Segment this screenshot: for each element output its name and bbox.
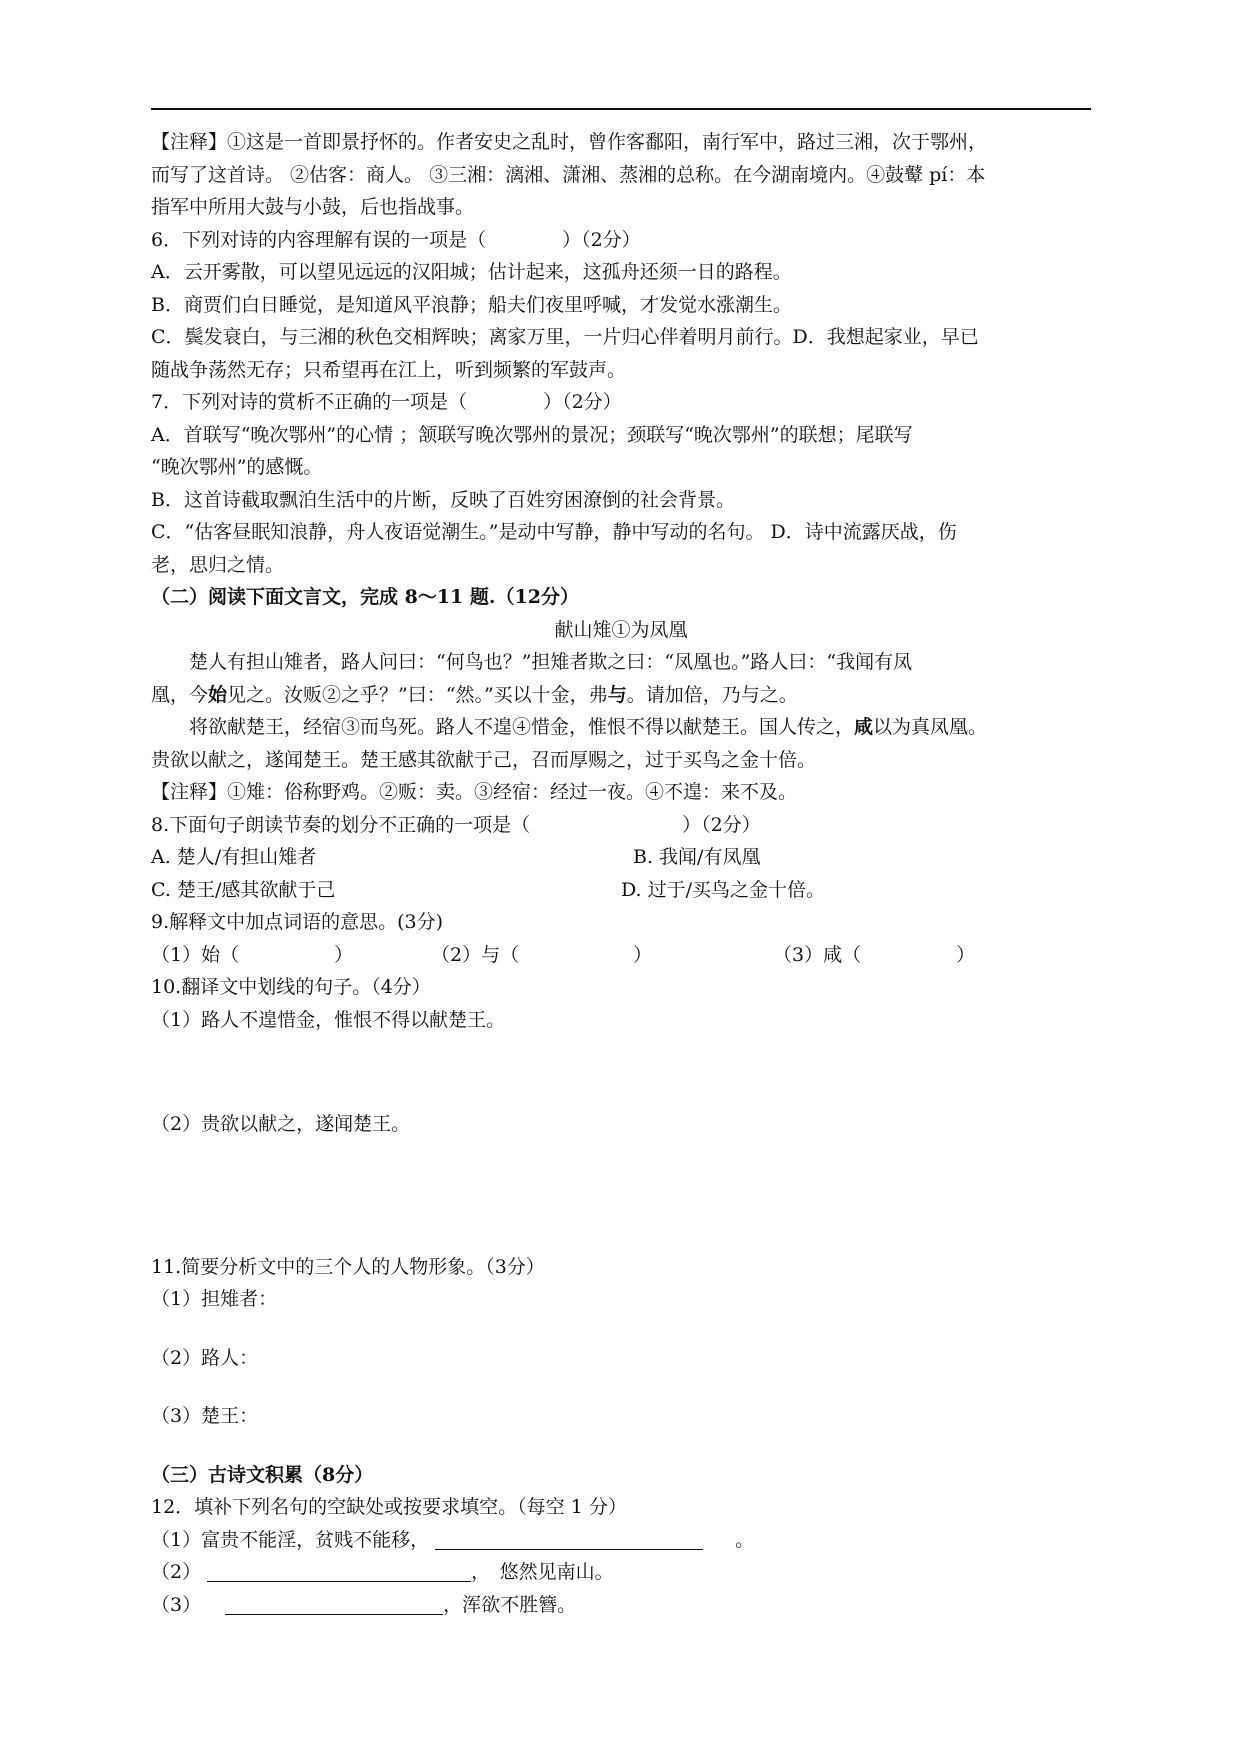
section-heading: （三）古诗文积累（8分） <box>151 1463 374 1486</box>
fill-suffix: 。 <box>735 1528 755 1551</box>
character-item-3: （3）楚王： <box>151 1405 259 1427</box>
answer-space[interactable] <box>151 1213 1091 1251</box>
option-d-continued: 老，思归之情。 <box>151 553 285 576</box>
fill-blank[interactable] <box>435 1527 703 1550</box>
passage-line <box>151 711 1091 744</box>
dotted-word-yu: 与 <box>607 683 627 706</box>
passage-text: 见之。汝贩②之乎？”曰：“然。”买以十金，弗 <box>227 683 608 706</box>
passage-text: 将欲献楚王，经宿③而鸟死。路人不遑④惜金，惟恨不得以献楚王。国人传之， <box>189 716 855 738</box>
option-c: C. 楚王/感其欲献于己 <box>151 878 336 901</box>
translate-item-1: （1）路人不遑惜金，惟恨不得以献楚王。 <box>151 1008 506 1031</box>
option-a-continued: “晚次鄂州”的感慨。 <box>151 456 323 478</box>
options-row <box>151 841 1091 874</box>
answer-space[interactable] <box>151 1374 1091 1400</box>
passage-line: 贵欲以献之，遂闻楚王。楚王感其欲献于己，召而厚赐之，过于买鸟之金十倍。 <box>151 748 817 771</box>
fill-blank[interactable] <box>225 1592 443 1615</box>
option-d-continued: 随战争荡然无存；只希望再在江上，听到频繁的军鼓声。 <box>151 358 627 381</box>
passage-note: 【注释】①雉：俗称野鸡。②贩：卖。③经宿：经过一夜。④不遑：来不及。 <box>151 781 798 803</box>
fill-prefix: （2） <box>151 1561 202 1583</box>
annotation-line: 而写了这首诗。 ②估客：商人。 ③三湘：漓湘、潇湘、蒸湘的总称。在今湖南境内。④鼓鼙 pí：本 <box>151 163 986 186</box>
option-a: A．云开雾散，可以望见远远的汉阳城；估计起来，这孤舟还须一日的路程。 <box>151 261 792 283</box>
question-7 <box>151 386 1091 581</box>
question-9 <box>151 906 1091 971</box>
section-heading: （二）阅读下面文言文，完成 8～11 题.（12分） <box>151 586 579 608</box>
passage-line <box>151 679 1091 712</box>
option-c-d: C．鬓发衰白，与三湘的秋色交相辉映；离家万里，一片归心伴着明月前行。D．我想起家业，早已 <box>151 326 979 348</box>
options-row <box>151 874 1091 907</box>
fill-item-2 <box>151 1556 1091 1589</box>
answer-space[interactable] <box>151 1141 1091 1213</box>
option-a: A. 楚人/有担山雉者 <box>151 846 317 868</box>
section-3 <box>151 1459 1091 1622</box>
passage-title: 献山雉①为凤凰 <box>554 618 688 641</box>
option-d: D. 过于/买鸟之金十倍。 <box>621 878 826 901</box>
annotation-line: 【注释】①这是一首即景抒怀的。作者安史之乱时，曾作客鄱阳，南行军中，路过三湘，次于鄂州， <box>151 131 988 153</box>
option-b: B．商贾们白日睡觉，是知道风平浪静；船夫们夜里呼喊，才发觉水涨潮生。 <box>151 293 792 316</box>
question-stem: 9.解释文中加点词语的意思。(3分) <box>151 911 444 933</box>
answer-item-2: （2）与（ ） <box>431 943 653 966</box>
fill-suffix: ， 悠然见南山。 <box>471 1561 614 1583</box>
section-2 <box>151 581 1091 809</box>
fill-prefix: （1）富贵不能淫，贫贱不能移， <box>151 1528 430 1551</box>
question-11 <box>151 1251 1091 1459</box>
fill-suffix: ，浑欲不胜簪。 <box>443 1593 577 1616</box>
question-8 <box>151 809 1091 907</box>
header-rule <box>151 108 1091 110</box>
answer-row <box>151 939 1091 972</box>
option-c-d: C．“估客昼眠知浪静，舟人夜语觉潮生。”是动中写静，静中写动的名句。 D．诗中流露厌战，伤 <box>151 521 957 543</box>
option-b: B．这首诗截取飘泊生活中的片断，反映了百姓穷困潦倒的社会背景。 <box>151 488 735 511</box>
question-10 <box>151 971 1091 1251</box>
passage-text: 以为真凤凰。 <box>873 716 988 738</box>
annotation-line: 指军中所用大鼓与小鼓，后也指战事。 <box>151 196 475 218</box>
question-stem: 10.翻译文中划线的句子。（4分） <box>151 976 431 998</box>
fill-item-1 <box>151 1524 1091 1557</box>
question-stem: 7．下列对诗的赏析不正确的一项是（ ）（2分） <box>151 391 622 413</box>
translate-item-2: （2）贵欲以献之，遂闻楚王。 <box>151 1113 411 1135</box>
passage-text: 凰，今 <box>151 683 209 706</box>
answer-item-3: （3）咸（ ） <box>773 943 976 966</box>
answer-item-1: （1）始（ ） <box>151 943 354 966</box>
option-b: B. 我闻/有凤凰 <box>633 846 761 868</box>
fill-prefix: （3） <box>151 1593 202 1616</box>
character-item-1: （1）担雉者： <box>151 1288 278 1310</box>
fill-item-3 <box>151 1589 1091 1622</box>
question-6 <box>151 224 1091 387</box>
answer-space[interactable] <box>151 1036 1091 1108</box>
question-stem: 8.下面句子朗读节奏的划分不正确的一项是（ ）（2分） <box>151 813 761 836</box>
question-stem: 6．下列对诗的内容理解有误的一项是（ ）（2分） <box>151 228 641 251</box>
poem-annotation <box>151 126 1091 224</box>
passage-line: 楚人有担山雉者，路人问曰：“何鸟也？”担雉者欺之曰：“凤凰也。”路人曰：“我闻有凤 <box>189 651 913 673</box>
option-a: A．首联写“晚次鄂州”的心情 ；颔联写晚次鄂州的景况；颈联写“晚次鄂州”的联想；尾联写 <box>151 423 913 446</box>
passage-text: 。请加倍，乃与之。 <box>626 683 798 706</box>
question-stem: 11.简要分析文中的三个人的人物形象。（3分） <box>151 1255 545 1278</box>
answer-space[interactable] <box>151 1433 1091 1459</box>
answer-space[interactable] <box>151 1316 1091 1342</box>
dotted-word-xian: 咸 <box>854 716 874 738</box>
dotted-word-shi: 始 <box>208 683 228 706</box>
exam-page <box>151 108 1091 1621</box>
character-item-2: （2）路人： <box>151 1346 259 1369</box>
question-stem: 12．填补下列名句的空缺处或按要求填空。（每空 1 分） <box>151 1496 627 1518</box>
fill-blank[interactable] <box>207 1559 471 1582</box>
